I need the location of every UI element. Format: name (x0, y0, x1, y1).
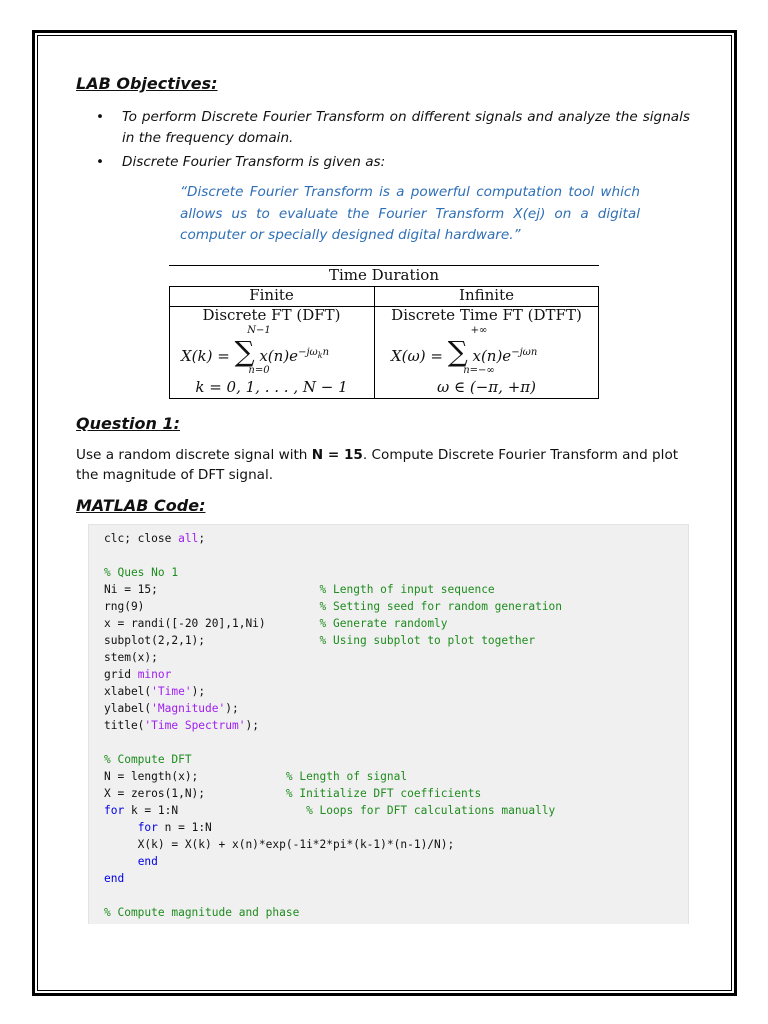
dtft-range: ω ∈ (−π, +π) (437, 378, 536, 396)
code-line: end (104, 872, 125, 885)
dft-comparison-table: Time Duration Finite Infinite Discrete FT (DFT) Discrete Time FT (DTFT) N−1 X(k) = ∑ $x(n)e^{-j\omega_kn}$ n=0 +∞ X(ω) = ∑ $x(n)e^{-j\omega n}$ n=−∞ k = 0, 1, . . . , N − 1 ω ∈ (−π, +π) (169, 265, 599, 399)
code-line: title('Time Spectrum'); (104, 719, 259, 732)
matlab-heading: MATLAB Code: (76, 496, 206, 515)
table-header: Time Duration (329, 266, 439, 284)
code-line: stem(x); (104, 651, 158, 664)
code-line (104, 887, 562, 904)
code-line: N = length(x); % Length of signal (104, 770, 408, 783)
code-line: X(k) = X(k) + x(n)*exp(-1i*2*pi*(k-1)*(n-1)/N); (104, 838, 455, 851)
code-line: xlabel('Time'); (104, 685, 206, 698)
code-line (104, 734, 562, 751)
matlab-code (104, 530, 562, 921)
dtft-title: Discrete Time FT (DTFT) (391, 306, 582, 324)
code-line: subplot(2,2,1); % Using subplot to plot together (104, 634, 536, 647)
bullet-icon: • (96, 154, 105, 170)
column-finite: Finite (249, 286, 294, 304)
code-line: % Compute magnitude and phase (104, 906, 300, 919)
code-line: X = zeros(1,N); % Initialize DFT coefficients (104, 787, 482, 800)
objective-text: Discrete Fourier Transform is given as: (122, 154, 386, 170)
code-line: for n = 1:N (137, 821, 212, 834)
question-heading: Question 1: (76, 414, 180, 433)
column-infinite: Infinite (459, 286, 514, 304)
code-line: ylabel('Magnitude'); (104, 702, 239, 715)
question-param: N = 15 (311, 447, 363, 463)
code-line: x = randi([-20 20],1,Ni) % Generate randomly (104, 617, 448, 630)
objective-item (96, 107, 690, 149)
code-line: for k = 1:N % Loops for DFT calculations manually (104, 804, 556, 817)
code-line: end (137, 855, 158, 868)
objectives-list (96, 107, 690, 173)
objectives-heading: LAB Objectives: (76, 74, 218, 93)
code-line: rng(9) % Setting seed for random generation (104, 600, 563, 613)
code-line: grid minor (104, 668, 172, 681)
dft-range: k = 0, 1, . . . , N − 1 (195, 378, 348, 396)
question-text: Use a random discrete signal with N = 15. Compute Discrete Fourier Transform and plot the magnitude of DFT signal. (76, 447, 679, 483)
code-line (104, 547, 562, 564)
objective-item (96, 152, 690, 173)
objective-text: To perform Discrete Fourier Transform on different signals and analyze the signals in the frequency domain. (122, 109, 690, 146)
dft-quote: “Discrete Fourier Transform is a powerful computation tool which allows us to evaluate the Fourier Transform X(ej) on a digital computer or specially designed digital hardware.” (180, 184, 640, 243)
code-line: % Ques No 1 (104, 566, 179, 579)
code-line: Ni = 15; % Length of input sequence (104, 583, 495, 596)
bullet-icon: • (96, 109, 105, 125)
dft-title: Discrete FT (DFT) (202, 306, 341, 324)
code-line: clc; close all; (104, 532, 206, 545)
code-line: % Compute DFT (104, 753, 192, 766)
